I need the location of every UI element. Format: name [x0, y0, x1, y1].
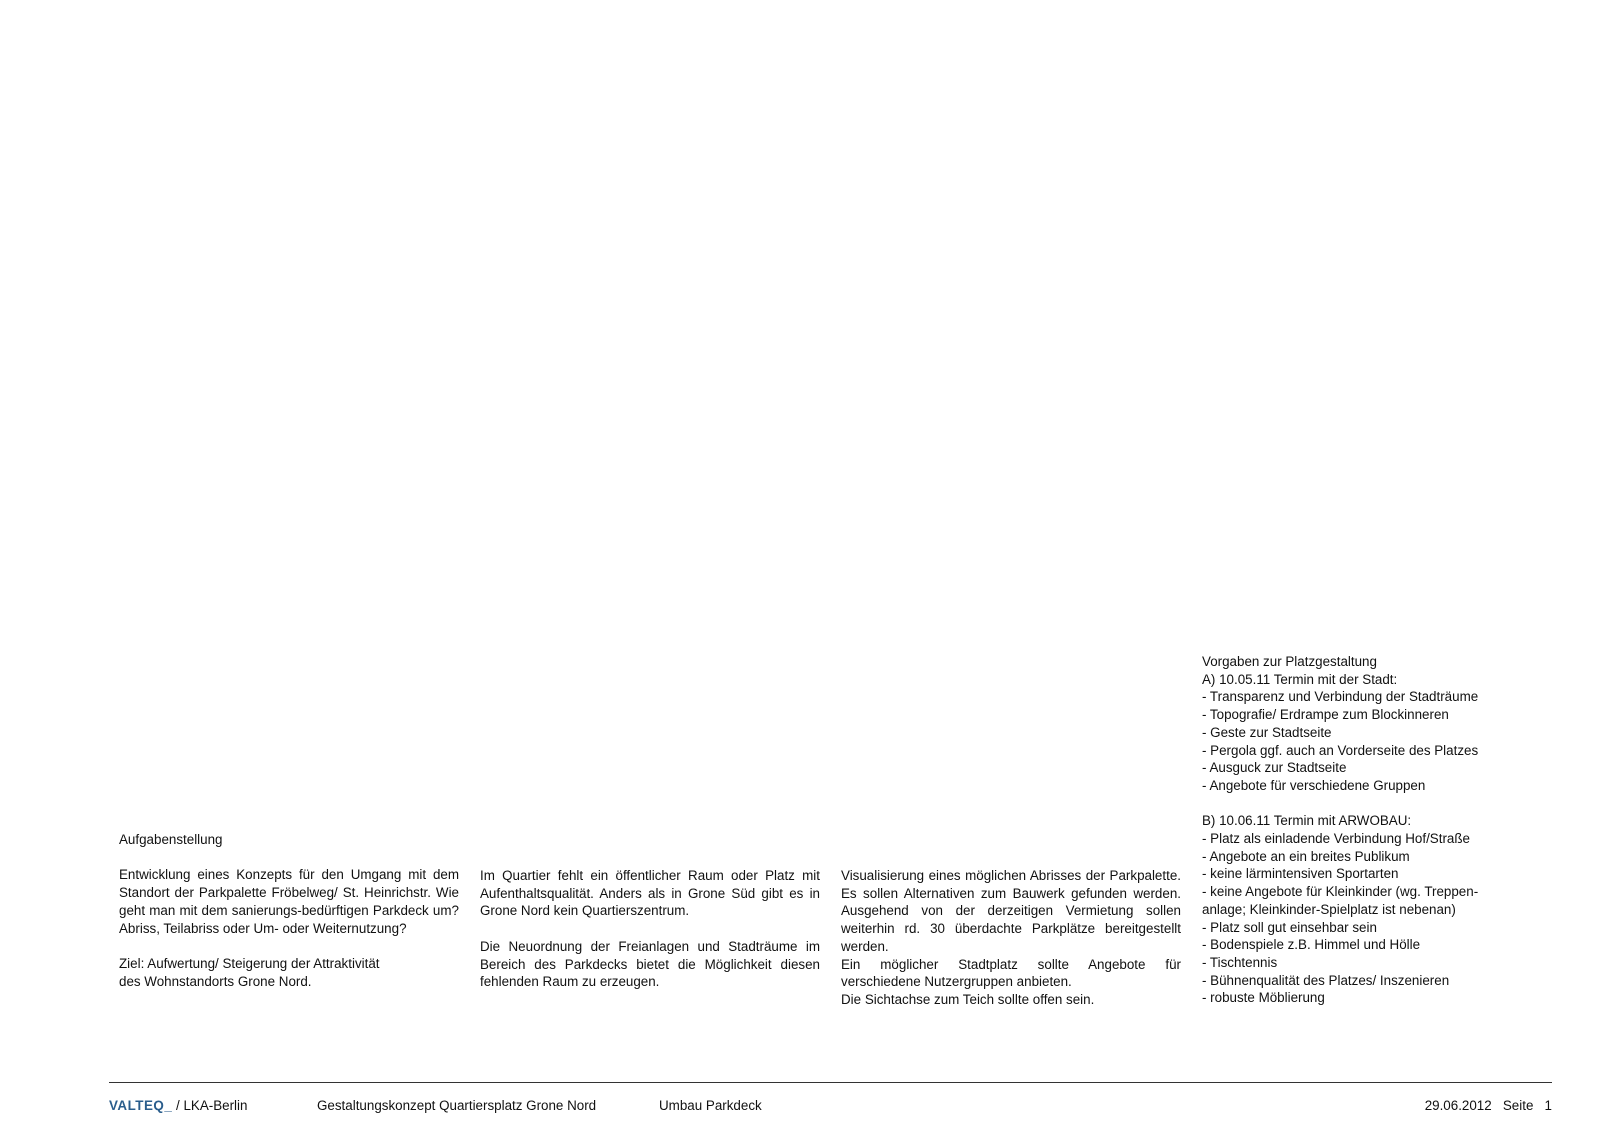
- list-item: - Angebote an ein breites Publikum: [1202, 848, 1410, 864]
- column-situation: [480, 867, 820, 991]
- footer-partner: / LKA-Berlin: [176, 1098, 248, 1113]
- footer-date-page: 29.06.2012 Seite 1: [1424, 1098, 1552, 1113]
- list-item: - Platz als einladende Verbindung Hof/Straße: [1202, 831, 1470, 847]
- goal-line-2: des Wohnstandorts Grone Nord.: [119, 973, 312, 989]
- visualisation-paragraph-1: Visualisierung eines möglichen Abrisses der Parkpalette. Es sollen Alternativen zum Bauwerk gefunden werden. Ausgehend von der derzeitigen Vermietung sollen weiterhin rd. 30 überdachte Parkplätze bereitgestellt werden.: [841, 868, 1181, 954]
- footer-subject: Umbau Parkdeck: [659, 1098, 762, 1113]
- task-heading: Aufgabenstellung: [119, 832, 223, 847]
- list-item: - Bodenspiele z.B. Himmel und Hölle: [1202, 937, 1421, 953]
- list-item: - Transparenz und Verbindung der Stadträume: [1202, 689, 1479, 705]
- visualisation-paragraph-2: Ein möglicher Stadtplatz sollte Angebote für verschiedene Nutzergruppen anbieten.: [841, 956, 1181, 990]
- list-item: - Geste zur Stadtseite: [1202, 724, 1332, 740]
- column-visualisation: [841, 867, 1181, 1009]
- section-a-list: [1202, 688, 1522, 794]
- requirements-heading: Vorgaben zur Platzgestaltung: [1202, 654, 1377, 669]
- footer-project-title: Gestaltungskonzept Quartiersplatz Grone Nord: [317, 1098, 597, 1113]
- section-b-list: [1202, 830, 1522, 1007]
- list-item: - Topografie/ Erdrampe zum Blockinneren: [1202, 707, 1449, 723]
- list-item: - Bühnenqualität des Platzes/ Inszenieren: [1202, 972, 1450, 988]
- list-item: - Pergola ggf. auch an Vorderseite des Platzes: [1202, 742, 1479, 758]
- list-item: - Tischtennis: [1202, 954, 1278, 970]
- column-task: [119, 831, 459, 990]
- list-item: - Platz soll gut einsehbar sein: [1202, 919, 1377, 935]
- company-logo: VALTEQ_: [109, 1098, 173, 1113]
- list-item: - Ausguck zur Stadtseite: [1202, 760, 1347, 776]
- goal-line-1: Ziel: Aufwertung/ Steigerung der Attraktivität: [119, 955, 380, 971]
- list-item: anlage; Kleinkinder-Spielplatz ist nebenan): [1202, 901, 1456, 917]
- footer-divider: [109, 1082, 1552, 1083]
- visualisation-paragraph-3: Die Sichtachse zum Teich sollte offen sein.: [841, 991, 1095, 1007]
- list-item: - robuste Möblierung: [1202, 990, 1325, 1006]
- situation-paragraph-1: Im Quartier fehlt ein öffentlicher Raum oder Platz mit Aufenthaltsqualität. Anders als in Grone Süd gibt es in Grone Nord kein Quartierszentrum.: [480, 868, 820, 919]
- task-paragraph: Entwicklung eines Konzepts für den Umgang mit dem Standort der Parkpalette Fröbelweg/ St. Heinrichstr. Wie geht man mit dem sanierungs-bedürftigen Parkdeck um? Abriss, Teilabriss oder Um- oder Weiternutzung?: [119, 867, 459, 936]
- section-b-title: B) 10.06.11 Termin mit ARWOBAU:: [1202, 813, 1412, 829]
- list-item: - Angebote für verschiedene Gruppen: [1202, 777, 1426, 793]
- column-requirements: [1202, 653, 1522, 1007]
- section-a-title: A) 10.05.11 Termin mit der Stadt:: [1202, 671, 1398, 687]
- list-item: - keine lärmintensiven Sportarten: [1202, 866, 1399, 882]
- list-item: - keine Angebote für Kleinkinder (wg. Treppen-: [1202, 884, 1479, 900]
- situation-paragraph-2: Die Neuordnung der Freianlagen und Stadträume im Bereich des Parkdecks bietet die Möglichkeit diesen fehlenden Raum zu erzeugen.: [480, 938, 820, 990]
